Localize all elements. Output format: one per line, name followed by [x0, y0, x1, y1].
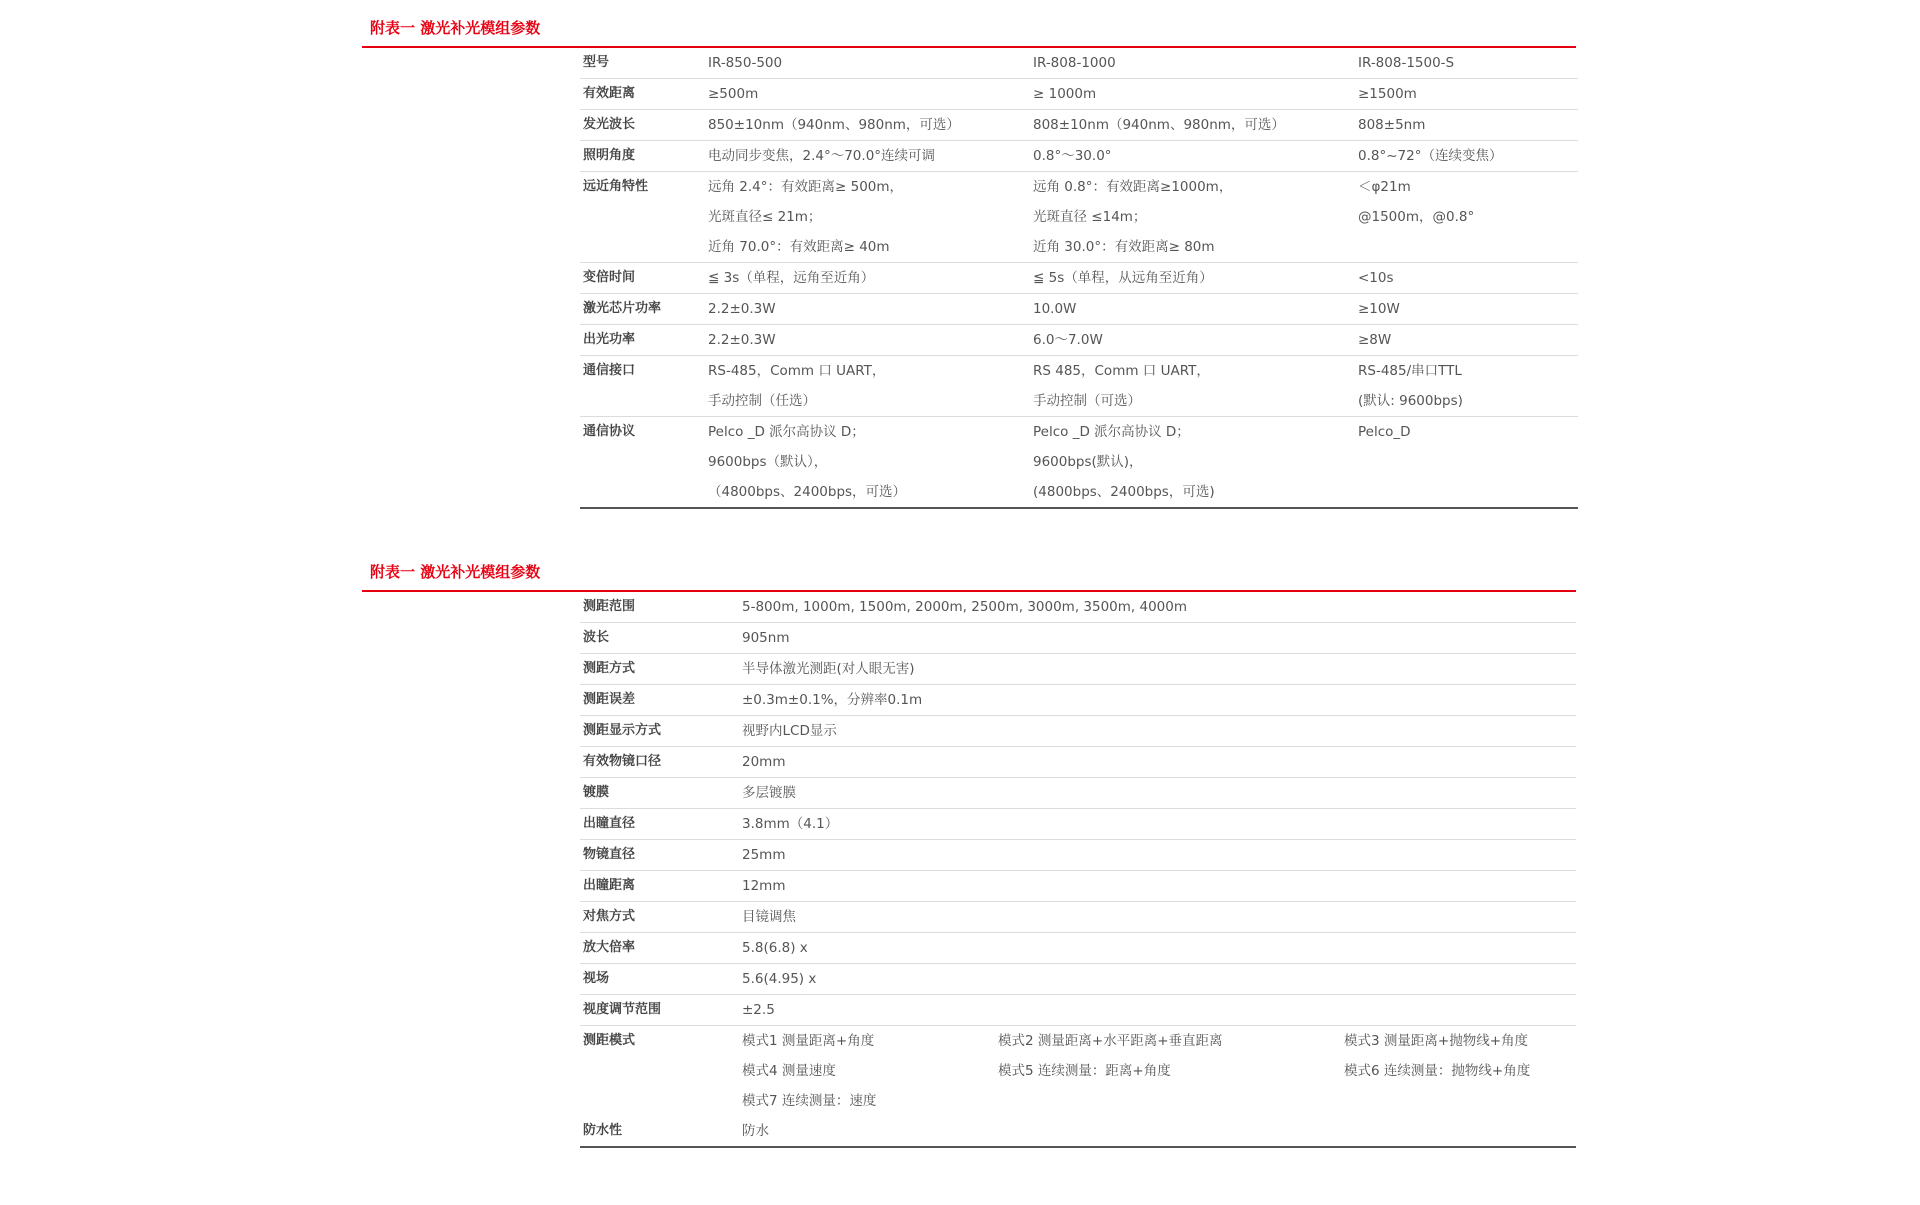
spec-row: [580, 294, 1578, 325]
spec-value-model-2: [1030, 356, 1355, 417]
spec-label: 有效距离: [580, 79, 705, 110]
spec-value-model-3: [1355, 294, 1578, 325]
spec-label: 防水性: [583, 1123, 623, 1138]
spec-value-model-1: [705, 417, 1030, 509]
spec-row: [580, 110, 1578, 141]
spec-row: [580, 933, 1576, 964]
spec-value-line: 远角 2.4°：有效距离≥ 500m，: [708, 179, 904, 195]
spec-value-line: ＜φ21m: [1358, 179, 1411, 195]
spec-row: [580, 778, 1576, 809]
rangefinder-spec-table: [580, 592, 1576, 1148]
spec-value-line: ≦ 3s（单程，远角至近角）: [708, 270, 875, 286]
spec-value-line: 808±10nm（940nm、980nm，可选）: [1033, 117, 1285, 133]
spec-value-model-1: [705, 294, 1030, 325]
spec-value: 防水: [742, 1123, 769, 1139]
spec-value-model-3: [1355, 110, 1578, 141]
spec-value-model-1: [705, 263, 1030, 294]
spec-label: 波长: [580, 623, 739, 654]
spec-row: [580, 417, 1578, 509]
spec-value-model-1: [705, 356, 1030, 417]
spec-label: 测距范围: [583, 599, 636, 614]
spec-label: 测距方式: [580, 654, 739, 685]
spec-value-line: 电动同步变焦，2.4°～70.0°连续可调: [708, 148, 936, 164]
spec-value-line: ≥1500m: [1358, 86, 1417, 102]
spec-label: 发光波长: [580, 110, 705, 141]
spec-value-line: 2.2±0.3W: [708, 332, 776, 348]
spec-value: 视野内LCD显示: [739, 716, 1576, 747]
spec-label: 视度调节范围: [580, 995, 739, 1026]
spec-value-line: 手动控制（可选）: [1033, 393, 1141, 409]
spec-value: 5.8(6.8) x: [739, 933, 1576, 964]
spec-label: 出瞳距离: [580, 871, 739, 902]
spec-row: [580, 747, 1576, 778]
spec-label: 出瞳直径: [580, 809, 739, 840]
spec-value-line: （4800bps、2400bps，可选）: [708, 484, 907, 500]
spec-value-model-2: [1030, 79, 1355, 110]
spec-value-line: 手动控制（任选）: [708, 393, 816, 409]
spec-value-model-3: [1355, 48, 1578, 79]
mode-item: 模式4 测量速度: [742, 1063, 836, 1079]
spec-row-modes: [580, 1026, 1576, 1117]
spec-value-line: Pelco _D 派尔高协议 D；: [1033, 424, 1190, 440]
spec-value-model-2: [1030, 172, 1355, 263]
spec-value: 5-800m, 1000m, 1500m, 2000m, 2500m, 3000m, 3500m, 4000m: [742, 599, 1188, 615]
spec-row: [580, 685, 1576, 716]
spec-value-modes: [739, 1026, 1576, 1117]
spec-value-model-2: [1030, 417, 1355, 509]
spec-value-model-3: [1355, 417, 1578, 509]
spec-value: 12mm: [739, 871, 1576, 902]
spec-row: [580, 1116, 1576, 1147]
mode-item: 模式7 连续测量：速度: [742, 1093, 877, 1109]
spec-row: [580, 840, 1576, 871]
spec-row: [580, 79, 1578, 110]
spec-label: 视场: [580, 964, 739, 995]
spec-value-line: 9600bps(默认)，: [1033, 454, 1143, 470]
spec-label: 通信协议: [580, 417, 705, 509]
spec-label: 镀膜: [580, 778, 739, 809]
spec-label: 变倍时间: [580, 263, 705, 294]
spec-row: [580, 172, 1578, 263]
spec-label: 照明角度: [580, 141, 705, 172]
spec-value-line: 近角 70.0°：有效距离≥ 40m: [708, 239, 890, 255]
spec-value-line: 850±10nm（940nm、980nm，可选）: [708, 117, 960, 133]
section-title: 附表一 激光补光模组参数: [362, 14, 1576, 48]
spec-value: ±2.5: [739, 995, 1576, 1026]
spec-value-line: ≦ 5s（单程，从远角至近角）: [1033, 270, 1213, 286]
spec-label: 远近角特性: [580, 172, 705, 263]
spec-value: 905nm: [739, 623, 1576, 654]
spec-value-line: 0.8°～30.0°: [1033, 148, 1112, 164]
spec-row: [580, 263, 1578, 294]
spec-value-line: ≥8W: [1358, 332, 1392, 348]
spec-value-line: RS 485，Comm 口 UART，: [1033, 363, 1210, 379]
spec-value-model-2: [1030, 294, 1355, 325]
mode-item: 模式3 测量距离+抛物线+角度: [1344, 1033, 1529, 1049]
mode-list: [742, 1026, 1576, 1116]
spec-value-line: (4800bps、2400bps，可选): [1033, 484, 1215, 500]
spec-row: [580, 592, 1576, 623]
spec-value-line: 9600bps（默认），: [708, 454, 828, 470]
section-title: 附表一 激光补光模组参数: [362, 558, 1576, 592]
laser-fill-light-section: [362, 14, 1576, 509]
spec-value-model-3: [1355, 172, 1578, 263]
spec-value-line: ≥ 1000m: [1033, 86, 1097, 102]
spec-value-line: 808±5nm: [1358, 117, 1426, 133]
spec-value-line: ≥10W: [1358, 301, 1400, 317]
spec-row: [580, 141, 1578, 172]
mode-item: 模式6 连续测量：抛物线+角度: [1344, 1063, 1531, 1079]
mode-item: 模式5 连续测量：距离+角度: [998, 1063, 1171, 1079]
spec-value-line: 远角 0.8°：有效距离≥1000m，: [1033, 179, 1233, 195]
spec-value-line: RS-485，Comm 口 UART，: [708, 363, 886, 379]
spec-label: 有效物镜口径: [580, 747, 739, 778]
spec-value-model-3: [1355, 325, 1578, 356]
spec-value-model-1: [705, 325, 1030, 356]
spec-value-model-3: [1355, 356, 1578, 417]
spec-value: 20mm: [739, 747, 1576, 778]
spec-value-line: (默认: 9600bps): [1358, 393, 1463, 409]
spec-value-line: 近角 30.0°：有效距离≥ 80m: [1033, 239, 1215, 255]
spec-label: 出光功率: [580, 325, 705, 356]
spec-value-model-1: [705, 172, 1030, 263]
spec-row: [580, 871, 1576, 902]
spec-value-line: RS-485/串口TTL: [1358, 363, 1462, 379]
spec-row: [580, 623, 1576, 654]
spec-value-model-1: [705, 48, 1030, 79]
spec-row: [580, 902, 1576, 933]
spec-value-model-1: [705, 141, 1030, 172]
spec-value: 多层镀膜: [739, 778, 1576, 809]
spec-row: [580, 964, 1576, 995]
spec-value-line: Pelco_D: [1358, 424, 1411, 440]
spec-label: 型号: [583, 55, 610, 70]
spec-label: 物镜直径: [580, 840, 739, 871]
spec-value: 25mm: [739, 840, 1576, 871]
spec-label: 激光芯片功率: [580, 294, 705, 325]
spec-value-model-1: [705, 79, 1030, 110]
spec-value-line: 0.8°~72°（连续变焦）: [1358, 148, 1503, 164]
spec-value-model-3: [1355, 263, 1578, 294]
spec-value: 3.8mm（4.1）: [739, 809, 1576, 840]
spec-row: [580, 716, 1576, 747]
spec-value-line: <10s: [1358, 270, 1394, 286]
spec-value-line: 2.2±0.3W: [708, 301, 776, 317]
mode-item: 模式1 测量距离+角度: [742, 1033, 875, 1049]
spec-value-model-2: [1030, 263, 1355, 294]
spec-value-model-1: [705, 110, 1030, 141]
spec-value-model-3: [1355, 79, 1578, 110]
spec-value-line: @1500m，@0.8°: [1358, 209, 1475, 225]
spec-value-model-2: [1030, 48, 1355, 79]
spec-row: [580, 809, 1576, 840]
laser-fill-light-spec-table: [580, 48, 1578, 509]
spec-value-line: 10.0W: [1033, 301, 1077, 317]
spec-value-line: 光斑直径≤ 21m；: [708, 209, 822, 225]
spec-row: [580, 356, 1578, 417]
spec-value: ±0.3m±0.1%，分辨率0.1m: [739, 685, 1576, 716]
spec-value-line: 光斑直径 ≤14m；: [1033, 209, 1147, 225]
spec-row: [580, 48, 1578, 79]
spec-value: 半导体激光测距(对人眼无害): [739, 654, 1576, 685]
spec-value-line: IR-808-1500-S: [1358, 55, 1455, 71]
spec-value-model-3: [1355, 141, 1578, 172]
spec-value-line: IR-808-1000: [1033, 55, 1116, 71]
spec-value-line: 6.0～7.0W: [1033, 332, 1103, 348]
spec-value: 目镜调焦: [739, 902, 1576, 933]
spec-value-line: ≥500m: [708, 86, 759, 102]
spec-label: 测距显示方式: [580, 716, 739, 747]
spec-label: 测距误差: [580, 685, 739, 716]
spec-row: [580, 995, 1576, 1026]
spec-row: [580, 325, 1578, 356]
spec-row: [580, 654, 1576, 685]
spec-value-model-2: [1030, 141, 1355, 172]
mode-item: 模式2 测量距离+水平距离+垂直距离: [998, 1033, 1223, 1049]
spec-label: 对焦方式: [580, 902, 739, 933]
spec-value: 5.6(4.95) x: [739, 964, 1576, 995]
spec-label: 通信接口: [580, 356, 705, 417]
spec-label: 放大倍率: [580, 933, 739, 964]
spec-value-line: Pelco _D 派尔高协议 D；: [708, 424, 865, 440]
spec-label: 测距模式: [580, 1026, 739, 1117]
spec-value-model-2: [1030, 110, 1355, 141]
spec-value-line: IR-850-500: [708, 55, 783, 71]
rangefinder-section: [362, 558, 1576, 1148]
spec-value-model-2: [1030, 325, 1355, 356]
